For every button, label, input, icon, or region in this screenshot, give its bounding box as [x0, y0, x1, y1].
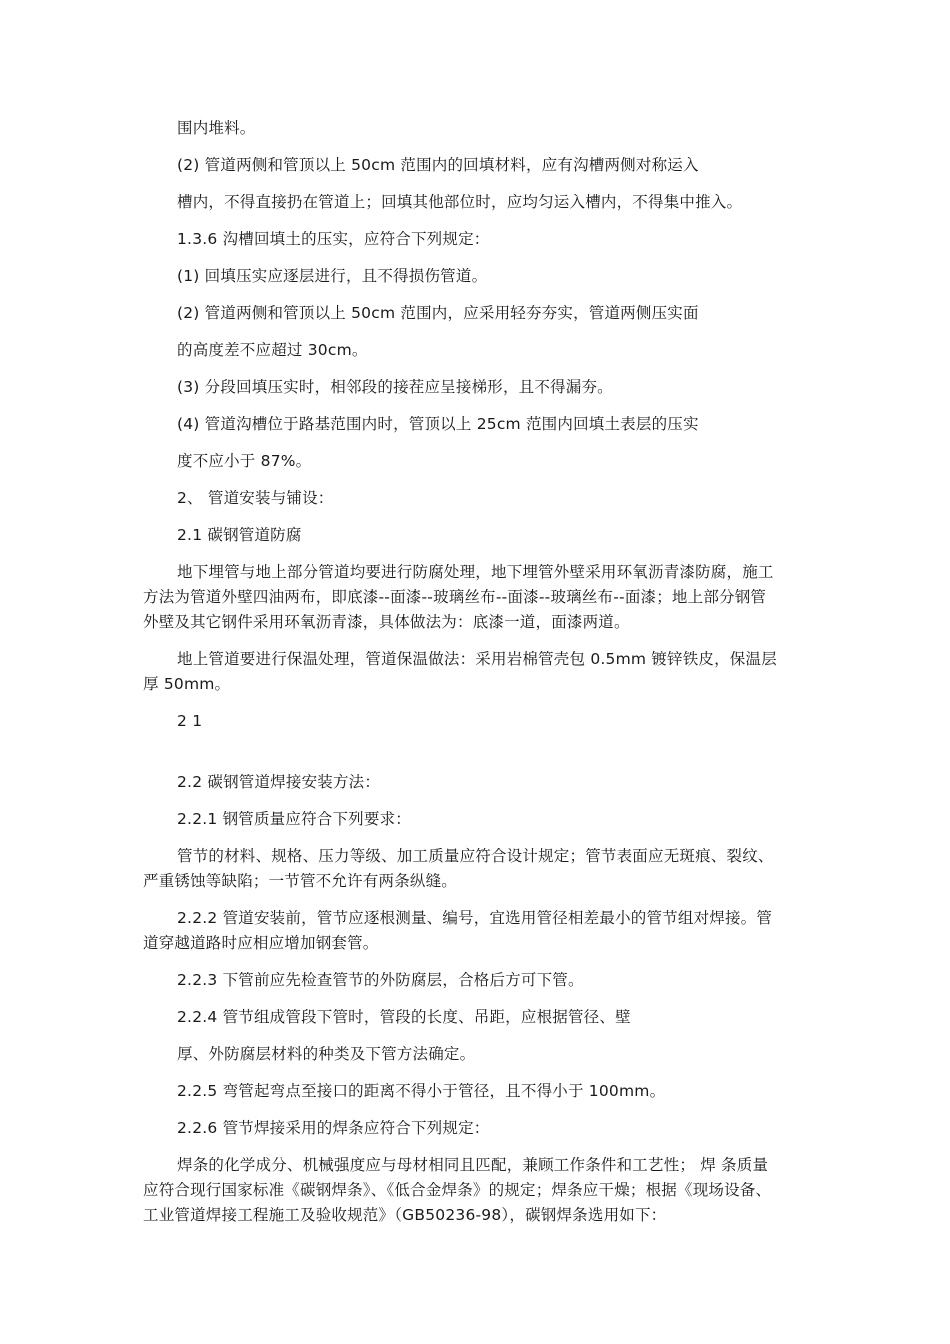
paragraph-line: 地下埋管与地上部分管道均要进行防腐处理，地下埋管外壁采用环氧沥青漆防腐，施工 [177, 563, 774, 581]
section-heading: 2.2 碳钢管道焊接安装方法： [177, 773, 381, 791]
paragraph-line: 焊条的化学成分、机械强度应与母材相同且匹配，兼顾工作条件和工艺性； 焊 条质量 [177, 1156, 769, 1174]
paragraph-line: 道穿越道路时应相应增加钢套管。 [143, 934, 379, 952]
paragraph-line: 应符合现行国家标准《碳钢焊条》、《低合金焊条》的规定；焊条应干燥；根据《现场设备、 [143, 1181, 772, 1199]
paragraph-line: 厚、外防腐层材料的种类及下管方法确定。 [177, 1045, 476, 1063]
paragraph-line: 地上管道要进行保温处理，管道保温做法：采用岩棉管壳包 0.5mm 镀锌铁皮，保温层 [177, 650, 777, 668]
paragraph-line: 2.2.2 管道安装前，管节应逐根测量、编号，宜选用管径相差最小的管节组对焊接。管 [177, 909, 773, 927]
text-line: 2 1 [177, 712, 203, 730]
paragraph-line: 2.2.4 管节组成管段下管时，管段的长度、吊距，应根据管径、壁 [177, 1008, 631, 1026]
paragraph-line: 厚 50mm。 [143, 675, 231, 693]
text-line: (2) 管道两侧和管顶以上 50cm 范围内，应采用轻夯夯实，管道两侧压实面 [177, 304, 699, 322]
paragraph-line: 管节的材料、规格、压力等级、加工质量应符合设计规定；管节表面应无斑痕、裂纹、 [177, 847, 774, 865]
section-heading: 2.1 碳钢管道防腐 [177, 526, 302, 544]
text-line: 度不应小于 87%。 [177, 452, 312, 470]
paragraph-line: 外壁及其它钢件采用环氧沥青漆，具体做法为：底漆一道，面漆两道。 [143, 613, 630, 631]
paragraph-line: 严重锈蚀等缺陷；一节管不允许有两条纵缝。 [143, 872, 458, 890]
section-heading: 2.2.6 管节焊接采用的焊条应符合下列规定： [177, 1119, 490, 1137]
section-heading: 1.3.6 沟槽回填土的压实，应符合下列规定： [177, 230, 490, 248]
text-line: 槽内，不得直接扔在管道上；回填其他部位时，应均匀运入槽内，不得集中推入。 [177, 193, 743, 211]
text-line: (3) 分段回填压实时，相邻段的接茬应呈接梯形，且不得漏夯。 [177, 378, 613, 396]
text-line: (2) 管道两侧和管顶以上 50cm 范围内的回填材料，应有沟槽两侧对称运入 [177, 156, 699, 174]
text-line: (1) 回填压实应逐层进行，且不得损伤管道。 [177, 267, 488, 285]
paragraph-line: 2.2.3 下管前应先检查管节的外防腐层，合格后方可下管。 [177, 971, 584, 989]
section-heading: 2.2.1 钢管质量应符合下列要求： [177, 810, 411, 828]
section-heading: 2、 管道安装与铺设： [177, 489, 334, 507]
text-line: (4) 管道沟槽位于路基范围内时，管顶以上 25cm 范围内回填土表层的压实 [177, 415, 699, 433]
text-line: 的高度差不应超过 30cm。 [177, 341, 368, 359]
paragraph-line: 2.2.5 弯管起弯点至接口的距离不得小于管径，且不得小于 100mm。 [177, 1082, 666, 1100]
paragraph-line: 工业管道焊接工程施工及验收规范》（GB50236-98），碳钢焊条选用如下： [143, 1206, 667, 1224]
paragraph-line: 方法为管道外壁四油两布，即底漆--面漆--玻璃丝布--面漆--玻璃丝布--面漆；地上部分钢管 [143, 588, 767, 606]
text-line: 围内堆料。 [177, 119, 256, 137]
